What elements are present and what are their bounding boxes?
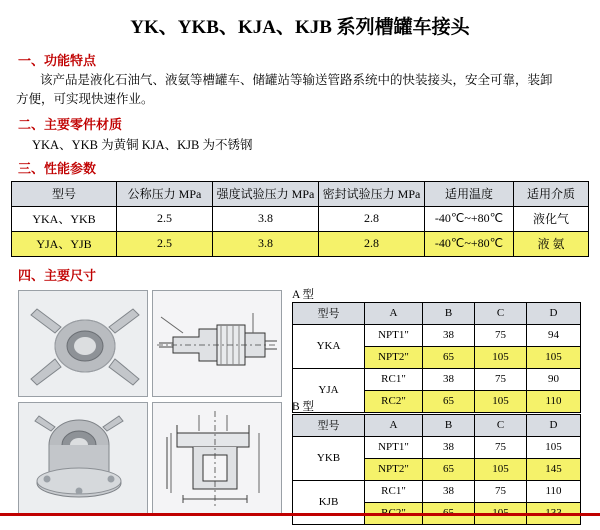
cell-a: RC2" bbox=[365, 390, 423, 412]
cell-b: 65 bbox=[423, 346, 475, 368]
cell-a: RC1" bbox=[365, 368, 423, 390]
table-row bbox=[293, 368, 581, 390]
col-b: B bbox=[423, 302, 475, 324]
cell-model: YJA bbox=[293, 368, 365, 412]
col-temperature: 适用温度 bbox=[425, 181, 514, 206]
cell-a: NPT2" bbox=[365, 346, 423, 368]
coupling-photo-a bbox=[18, 290, 148, 397]
table-row bbox=[12, 231, 589, 256]
cell-c: 75 bbox=[475, 368, 527, 390]
cell-temperature: -40℃~+80℃ bbox=[425, 231, 514, 256]
cell-seal-test-pressure: 2.8 bbox=[319, 231, 425, 256]
cell-d: 110 bbox=[527, 480, 581, 502]
col-strength-test-pressure: 强度试验压力 MPa bbox=[213, 181, 319, 206]
section-heading-performance: 三、性能参数 bbox=[18, 160, 97, 176]
cell-a: NPT1" bbox=[365, 324, 423, 346]
dimension-table-a bbox=[292, 302, 581, 413]
cell-a: RC1" bbox=[365, 480, 423, 502]
section-heading-materials: 二、主要零件材质 bbox=[18, 116, 123, 132]
cell-medium: 液 氨 bbox=[514, 231, 589, 256]
section-heading-dimensions: 四、主要尺寸 bbox=[18, 267, 97, 283]
dim-table-b-label: B 型 bbox=[292, 400, 315, 413]
cell-b: 38 bbox=[423, 368, 475, 390]
col-a: A bbox=[365, 302, 423, 324]
col-model: 型号 bbox=[293, 414, 365, 436]
cell-a: NPT1" bbox=[365, 436, 423, 458]
cell-c: 75 bbox=[475, 324, 527, 346]
table-row bbox=[293, 324, 581, 346]
cell-d: 110 bbox=[527, 390, 581, 412]
col-c: C bbox=[475, 302, 527, 324]
cell-model: YKA、YKB bbox=[12, 206, 117, 231]
performance-table bbox=[11, 181, 589, 257]
cell-temperature: -40℃~+80℃ bbox=[425, 206, 514, 231]
dimensions-area bbox=[0, 290, 600, 530]
col-d: D bbox=[527, 302, 581, 324]
col-model: 型号 bbox=[293, 302, 365, 324]
cell-model: YKB bbox=[293, 436, 365, 480]
col-nominal-pressure: 公称压力 MPa bbox=[117, 181, 213, 206]
col-a: A bbox=[365, 414, 423, 436]
col-medium: 适用介质 bbox=[514, 181, 589, 206]
col-b: B bbox=[423, 414, 475, 436]
col-model: 型号 bbox=[12, 181, 117, 206]
cell-c: 105 bbox=[475, 390, 527, 412]
coupling-photo-b bbox=[18, 402, 148, 516]
table-row bbox=[12, 206, 589, 231]
dim-table-a-label: A 型 bbox=[292, 288, 315, 301]
cell-b: 38 bbox=[423, 480, 475, 502]
coupling-drawing-b bbox=[152, 402, 282, 516]
col-d: D bbox=[527, 414, 581, 436]
table-header-row bbox=[293, 414, 581, 436]
features-paragraph-line2: 方便，可实现快速作业。 bbox=[16, 91, 154, 106]
cell-strength-test-pressure: 3.8 bbox=[213, 206, 319, 231]
cell-nominal-pressure: 2.5 bbox=[117, 206, 213, 231]
cell-d: 90 bbox=[527, 368, 581, 390]
cell-b: 65 bbox=[423, 390, 475, 412]
cell-seal-test-pressure: 2.8 bbox=[319, 206, 425, 231]
cell-model: YJA、YJB bbox=[12, 231, 117, 256]
cell-c: 75 bbox=[475, 480, 527, 502]
table-header-row bbox=[293, 302, 581, 324]
cell-d: 105 bbox=[527, 436, 581, 458]
cell-d: 105 bbox=[527, 346, 581, 368]
cell-b: 38 bbox=[423, 436, 475, 458]
cell-nominal-pressure: 2.5 bbox=[117, 231, 213, 256]
cell-a: NPT2" bbox=[365, 458, 423, 480]
cell-model: YKA bbox=[293, 324, 365, 368]
cell-d: 145 bbox=[527, 458, 581, 480]
dimension-table-b bbox=[292, 414, 581, 525]
cell-medium: 液化气 bbox=[514, 206, 589, 231]
materials-line: YKA、YKB 为黄铜 KJA、KJB 为不锈钢 bbox=[32, 137, 253, 152]
table-row bbox=[293, 436, 581, 458]
features-paragraph-line1: 该产品是液化石油气、液氨等槽罐车、储罐站等输送管路系统中的快装接头，安全可靠，装卸 bbox=[40, 73, 553, 87]
cell-strength-test-pressure: 3.8 bbox=[213, 231, 319, 256]
col-c: C bbox=[475, 414, 527, 436]
cell-c: 105 bbox=[475, 458, 527, 480]
cell-b: 65 bbox=[423, 458, 475, 480]
cell-c: 75 bbox=[475, 436, 527, 458]
cell-b: 38 bbox=[423, 324, 475, 346]
section-heading-features: 一、功能特点 bbox=[18, 53, 97, 68]
table-row bbox=[293, 480, 581, 502]
page-title: YK、YKB、KJA、KJB 系列槽罐车接头 bbox=[130, 17, 470, 38]
cell-d: 94 bbox=[527, 324, 581, 346]
col-seal-test-pressure: 密封试验压力 MPa bbox=[319, 181, 425, 206]
table-header-row bbox=[12, 181, 589, 206]
coupling-drawing-a bbox=[152, 290, 282, 397]
cell-model: KJB bbox=[293, 480, 365, 524]
cell-c: 105 bbox=[475, 346, 527, 368]
